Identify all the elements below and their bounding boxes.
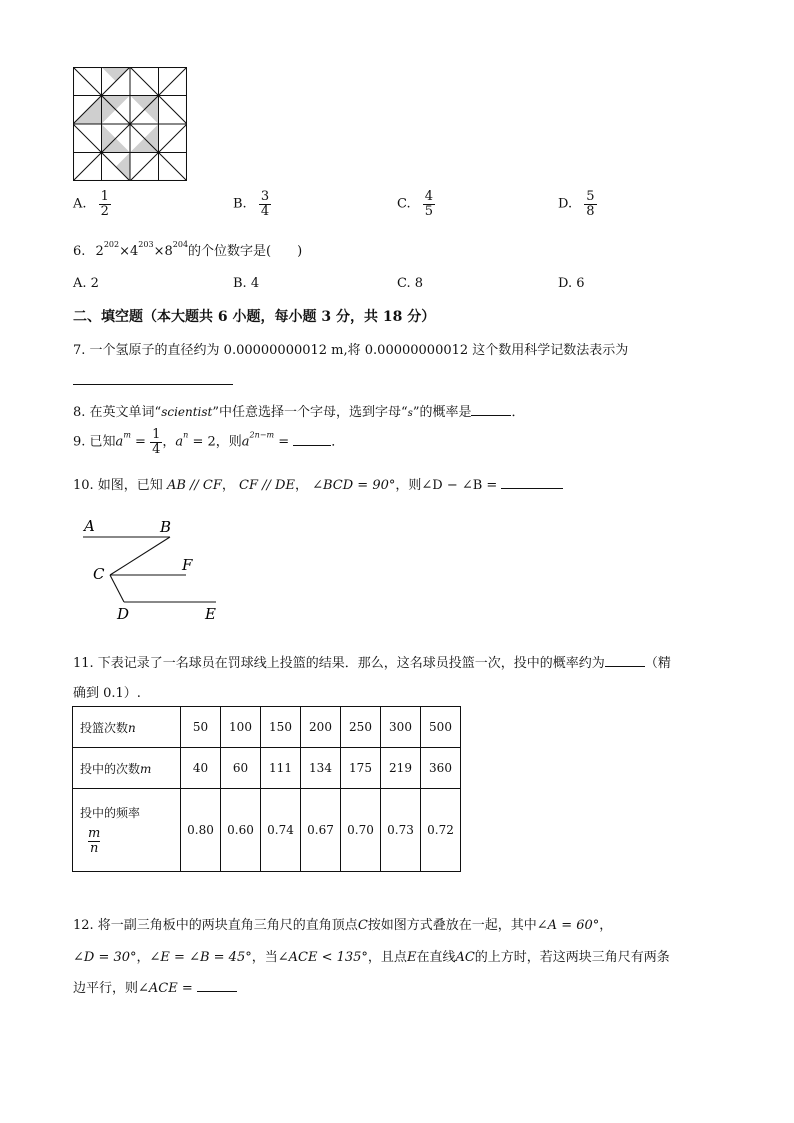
question-11-line2: 确到 0.1）.	[73, 686, 141, 701]
q5-option-a-fraction: $\frac{1}{2}$	[100, 189, 109, 219]
table-cell: 0.60	[221, 789, 261, 872]
line-cd	[110, 575, 124, 602]
q10-answer-blank	[501, 476, 563, 489]
q9-answer-blank	[293, 433, 331, 446]
label-f: F	[182, 556, 193, 574]
table-cell: 219	[381, 748, 421, 789]
table-cell: 300	[381, 707, 421, 748]
label-b: B	[160, 518, 172, 536]
table-cell: 0.70	[341, 789, 381, 872]
label-e: E	[205, 605, 216, 623]
q7-answer-blank	[73, 384, 233, 385]
q5-option-c-fraction: $\frac{4}{5}$	[424, 189, 434, 219]
label-c: C	[93, 565, 105, 583]
table-cell: 40	[181, 748, 221, 789]
question-7: 7. 一个氢原子的直径约为 0.00000000012 m,将 0.00000000012 这个数用科学记数法表示为	[73, 343, 629, 358]
row-label-frequency: 投中的频率 $\frac{m}{n}$	[73, 789, 181, 872]
table-row	[73, 789, 461, 872]
table-cell: 0.80	[181, 789, 221, 872]
table-cell: 0.67	[301, 789, 341, 872]
section-heading: 二、填空题（本大题共 6 小题，每小题 3 分，共 18 分）	[73, 309, 436, 325]
table-cell: 100	[221, 707, 261, 748]
table-cell: 60	[221, 748, 261, 789]
q5-option-b-fraction: $\frac{3}{4}$	[260, 189, 270, 219]
table-cell: 0.73	[381, 789, 421, 872]
question-8: 8. 在英文单词“scientist”中任意选择一个字母，选到字母“s”的概率是 ．	[73, 405, 525, 420]
table-row	[73, 748, 461, 789]
table-cell: 500	[421, 707, 461, 748]
q5-option-d-fraction: $\frac{5}{8}$	[586, 189, 595, 219]
question-6: 6. $2^{202}\times 4^{203}\times 8^{204}$的个位数字是( )	[73, 240, 303, 259]
q5-option-a: A. $\frac{1}{2}$	[73, 189, 109, 219]
q8-answer-blank	[471, 403, 511, 416]
question-9: 9. 已知$a^m$ = $\frac{1}{4}$ ，$a^n = 2$，则$a^{2n-m}$ = ．	[73, 427, 345, 457]
table-cell: 134	[301, 748, 341, 789]
line-bc	[110, 537, 170, 575]
table-row	[73, 707, 461, 748]
table-cell: 111	[261, 748, 301, 789]
question-11-line1: 11. 下表记录了一名球员在罚球线上投篮的结果．那么，这名球员投篮一次，投中的概率约为 （精	[73, 656, 671, 671]
q5-option-d: D. $\frac{5}{8}$	[558, 189, 595, 219]
table-cell: 175	[341, 748, 381, 789]
question-12-line2: ∠D = 30°，∠E = ∠B = 45°，当∠ACE < 135°，且点E在直线AC的上方时，若这两块三角尺有两条	[73, 950, 670, 965]
table-cell: 0.74	[261, 789, 301, 872]
q9-fraction: $\frac{1}{4}$	[152, 427, 161, 457]
q11-table	[72, 706, 461, 872]
question-10: 10. 如图，已知 AB // CF， CF // DE， ∠BCD = 90°，则∠D − ∠B =	[73, 474, 563, 493]
q5-option-c: C. $\frac{4}{5}$	[397, 189, 434, 219]
row-label-hits: 投中的次数m	[73, 748, 181, 789]
q6-option-a: A. 2	[73, 276, 99, 291]
table-cell: 0.72	[421, 789, 461, 872]
q10-figure	[80, 518, 230, 626]
row-label-attempts: 投篮次数n	[73, 707, 181, 748]
q5-option-b: B. $\frac{3}{4}$	[233, 189, 270, 219]
q6-option-d: D. 6	[558, 276, 585, 291]
q11-answer-blank	[605, 654, 645, 667]
table-cell: 150	[261, 707, 301, 748]
q6-option-c: C. 8	[397, 276, 424, 291]
q6-option-b: B. 4	[233, 276, 260, 291]
q12-answer-blank	[197, 979, 237, 992]
table-cell: 360	[421, 748, 461, 789]
question-12-line3: 边平行，则∠ACE =	[73, 977, 237, 996]
table-cell: 50	[181, 707, 221, 748]
question-12-line1: 12. 将一副三角板中的两块直角三角尺的直角顶点C按如图方式叠放在一起，其中∠A = 60°，	[73, 918, 613, 933]
table-cell: 250	[341, 707, 381, 748]
table-cell: 200	[301, 707, 341, 748]
label-a: A	[84, 518, 95, 535]
label-d: D	[117, 605, 130, 623]
q5-grid-figure	[73, 67, 187, 181]
